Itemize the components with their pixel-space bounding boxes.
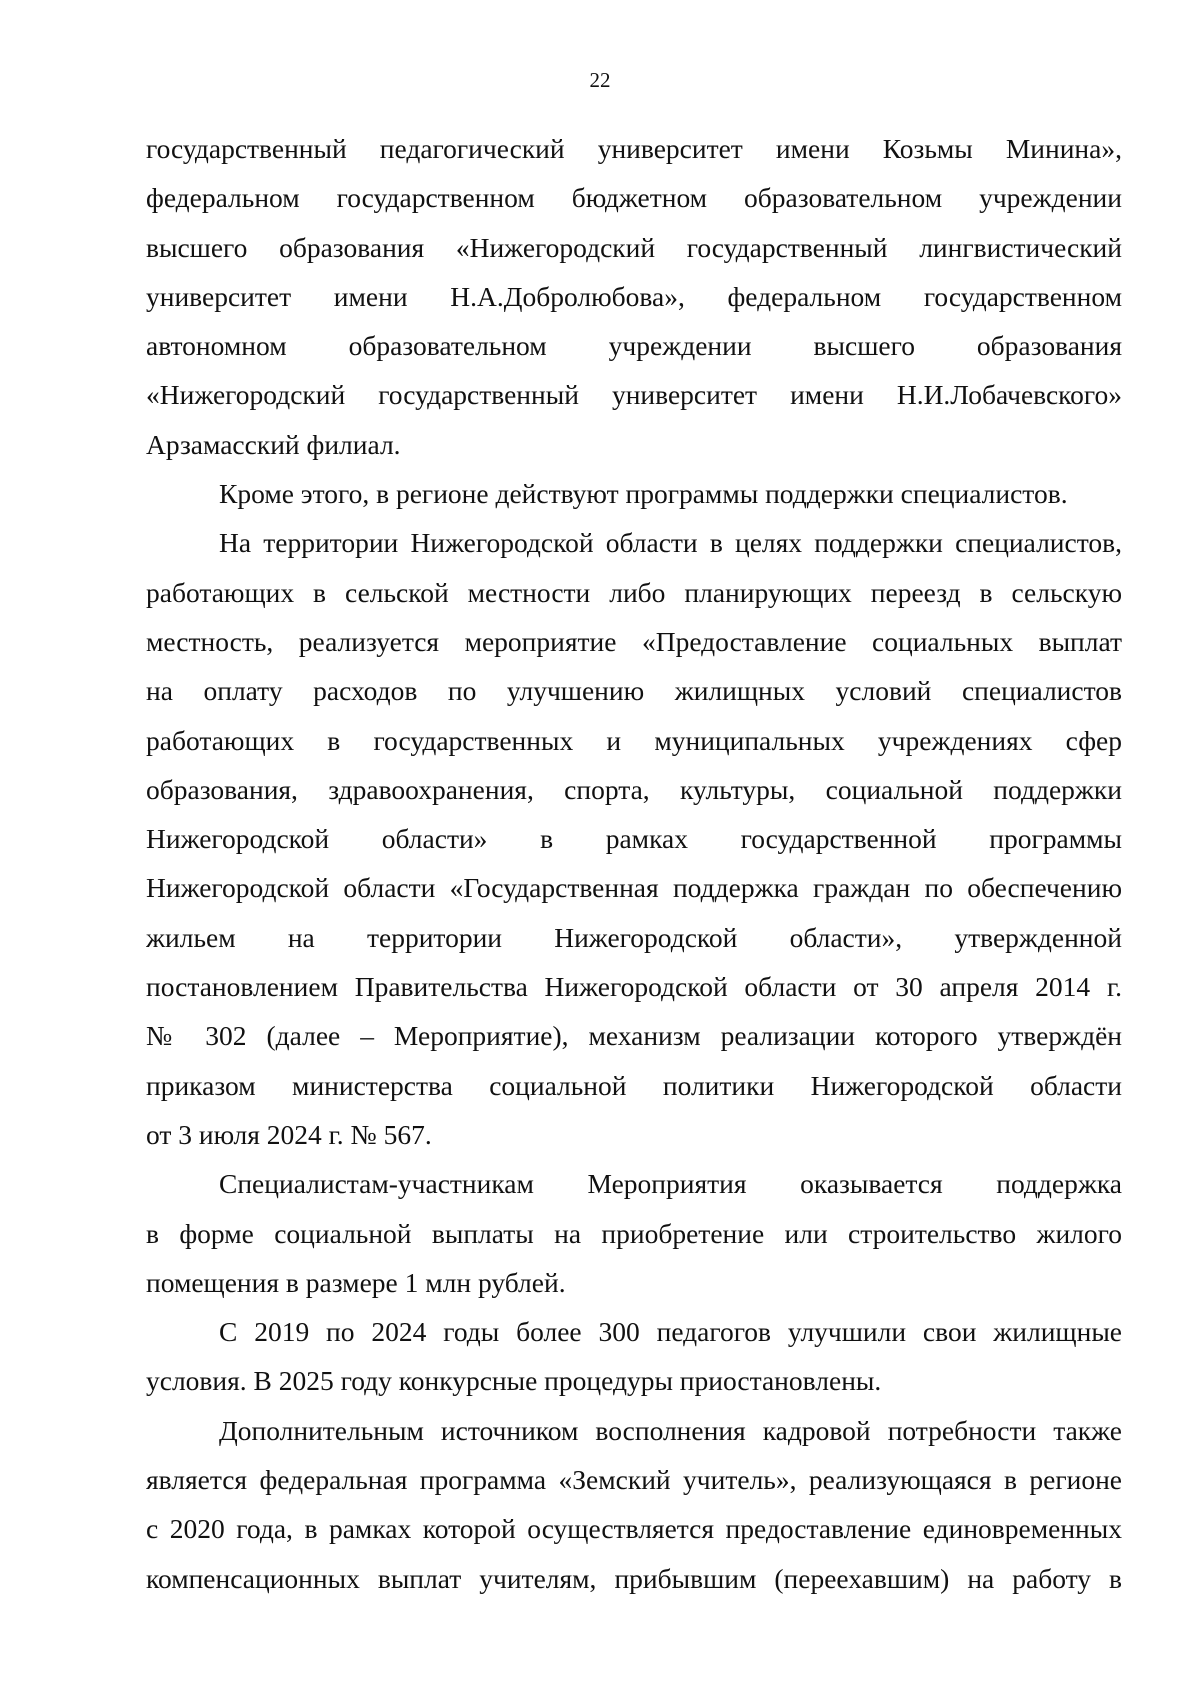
body-text <box>146 124 1122 1603</box>
text-line: на оплату расходов по улучшению жилищных условий специалистов <box>146 675 1122 707</box>
text-line: высшего образования «Нижегородский государственный лингвистический <box>146 231 1122 263</box>
text-line: в форме социальной выплаты на приобретение или строительство жилого <box>146 1217 1122 1249</box>
text-line: помещения в размере 1 млн рублей. <box>146 1266 566 1298</box>
text-line: Нижегородской области «Государственная поддержка граждан по обеспечению <box>146 872 1122 904</box>
text-line: № 302 (далее – Мероприятие), механизм реализации которого утверждён <box>146 1020 1122 1052</box>
text-line: компенсационных выплат учителям, прибывшим (переехавшим) на работу в <box>146 1562 1122 1594</box>
text-line: Специалистам-участникам Мероприятия оказывается поддержка <box>219 1168 1122 1200</box>
text-line: государственный педагогический университет имени Козьмы Минина», <box>146 133 1122 164</box>
text-line: автономном образовательном учреждении высшего образования <box>146 330 1122 362</box>
text-line: работающих в государственных и муниципальных учреждениях сфер <box>146 724 1122 756</box>
text-line: постановлением Правительства Нижегородской области от 30 апреля 2014 г. <box>146 971 1122 1003</box>
text-line: является федеральная программа «Земский учитель», реализующаяся в регионе <box>146 1464 1122 1496</box>
text-line: «Нижегородский государственный университет имени Н.И.Лобачевского» <box>146 379 1122 411</box>
text-line: условия. В 2025 году конкурсные процедуры приостановлены. <box>146 1365 882 1397</box>
text-line: жильем на территории Нижегородской области», утвержденной <box>146 921 1122 953</box>
text-line: На территории Нижегородской области в целях поддержки специалистов, <box>219 527 1122 559</box>
text-line: Кроме этого, в регионе действуют программы поддержки специалистов. <box>219 478 1068 510</box>
page-number: 22 <box>589 68 611 92</box>
text-line: федеральном государственном бюджетном образовательном учреждении <box>146 182 1122 214</box>
text-line: с 2020 года, в рамках которой осуществляется предоставление единовременных <box>146 1513 1122 1545</box>
text-line: образования, здравоохранения, спорта, культуры, социальной поддержки <box>146 773 1122 805</box>
text-line: работающих в сельской местности либо планирующих переезд в сельскую <box>146 576 1122 608</box>
text-line: С 2019 по 2024 годы более 300 педагогов улучшили свои жилищные <box>219 1316 1122 1348</box>
text-line: приказом министерства социальной политики Нижегородской области <box>146 1069 1122 1101</box>
text-line: от 3 июля 2024 г. № 567. <box>146 1118 432 1150</box>
text-line: Нижегородской области» в рамках государственной программы <box>146 823 1122 855</box>
text-line: Дополнительным источником восполнения кадровой потребности также <box>219 1414 1122 1446</box>
text-line: местность, реализуется мероприятие «Предоставление социальных выплат <box>146 625 1122 657</box>
text-line: Арзамасский филиал. <box>146 428 401 460</box>
text-line: университет имени Н.А.Добролюбова», федеральном государственном <box>146 280 1122 312</box>
